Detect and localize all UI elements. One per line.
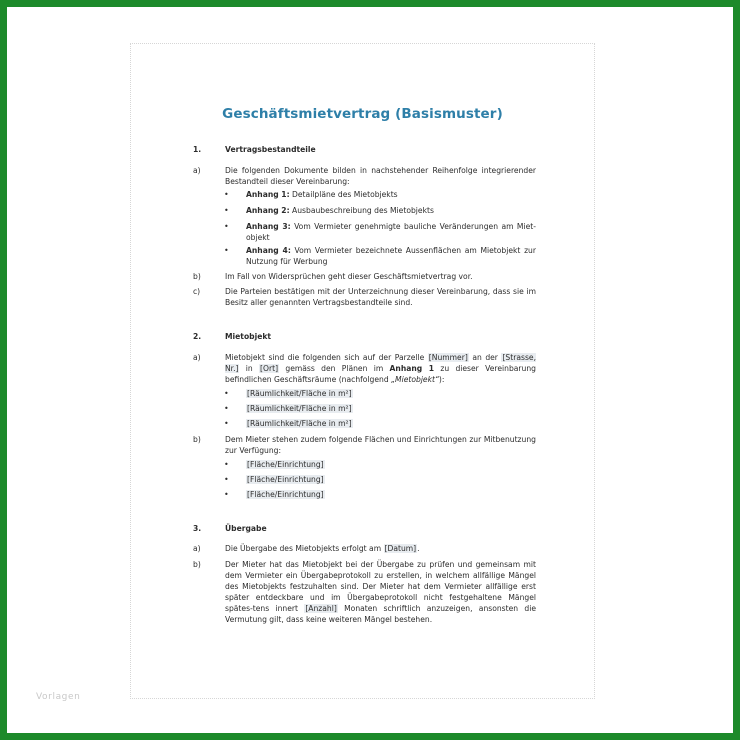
bullet-icon: • xyxy=(224,222,229,231)
s1-item-3: Anhang 3: Vom Vermieter genehmigte bauliche Veränderungen am Miet-objekt xyxy=(246,222,536,242)
s1-item-4: Anhang 4: Vom Vermieter bezeichnete Aussenflächen am Mietobjekt zur Nutzung für Werbung xyxy=(246,246,536,266)
section-3-heading: Übergabe xyxy=(225,524,267,533)
s2-b-text: Dem Mieter stehen zudem folgende Flächen und Einrichtungen zur Mitbenutzung zur Verfügung: xyxy=(225,435,536,455)
s3-a-label: a) xyxy=(193,544,201,553)
section-1-heading: Vertragsbestandteile xyxy=(225,145,316,154)
s2-a-item-3: [Räumlichkeit/Fläche in m²] xyxy=(247,419,352,428)
bullet-icon: • xyxy=(224,190,229,199)
s2-b-item-2: [Fläche/Einrichtung] xyxy=(247,475,324,484)
s1-item-2: Anhang 2: Ausbaubeschreibung des Mietobjekts xyxy=(246,206,434,215)
section-2-heading: Mietobjekt xyxy=(225,332,272,341)
bullet-icon: • xyxy=(224,460,229,469)
s1-c-text: Die Parteien bestätigen mit der Unterzeichnung dieser Vereinbarung, dass sie im Besitz aller genannten Vertragsbestandteile sind. xyxy=(225,287,536,307)
s3-b-text: Der Mieter hat das Mietobjekt bei der Übergabe zu prüfen und gemeinsam mit dem Vermieter ein Übergabeprotokoll zu erstellen, in welchem allfällige Mängel des Mietobjekts festzuhalten sind. Der Mieter hat dem Vermieter allfällige erst später entdeckbare und im Übergabeprotokoll nicht festgehaltene Mängel spätes-tens innert [Anzahl] Monaten schriftlich anzuzeigen, ansonsten die Vermutung gilt, dass keine weiteren Mängel bestehen. xyxy=(225,560,537,624)
bullet-icon: • xyxy=(224,246,229,255)
s2-b-item-1: [Fläche/Einrichtung] xyxy=(247,460,324,469)
bullet-icon: • xyxy=(224,206,229,215)
s2-b-label: b) xyxy=(193,435,201,444)
s2-a-text: Mietobjekt sind die folgenden sich auf der Parzelle [Nummer] an der [Strasse, Nr.] in [Ort] gemäss den Plänen im Anhang 1 zu dieser Vereinbarung befindlichen Geschäftsräume (nachfolgend „Mietobjekt“): xyxy=(225,353,536,384)
s1-item-1: Anhang 1: Detailpläne des Mietobjekts xyxy=(246,190,398,199)
document-page xyxy=(130,43,595,699)
s1-a-text: Die folgenden Dokumente bilden in nachstehender Reihenfolge integrierender Bestandteil dieser Vereinbarung: xyxy=(225,166,536,186)
s1-c-label: c) xyxy=(193,287,201,296)
s2-a-item-2: [Räumlichkeit/Fläche in m²] xyxy=(247,404,352,413)
s2-a-label: a) xyxy=(193,353,201,362)
s2-a-item-1: [Räumlichkeit/Fläche in m²] xyxy=(247,389,352,398)
s1-b-text: Im Fall von Widersprüchen geht dieser Geschäftsmietvertrag vor. xyxy=(225,272,473,281)
s1-b-label: b) xyxy=(193,272,201,281)
section-2-number: 2. xyxy=(193,332,202,341)
bullet-icon: • xyxy=(224,475,229,484)
bullet-icon: • xyxy=(224,490,229,499)
footer-watermark: Vorlagen xyxy=(36,692,81,702)
bullet-icon: • xyxy=(224,404,229,413)
s3-b-label: b) xyxy=(193,560,201,569)
bullet-icon: • xyxy=(224,419,229,428)
document-title: Geschäftsmietvertrag (Basismuster) xyxy=(222,106,503,122)
s1-a-label: a) xyxy=(193,166,201,175)
s2-b-item-3: [Fläche/Einrichtung] xyxy=(247,490,324,499)
bullet-icon: • xyxy=(224,389,229,398)
section-1-number: 1. xyxy=(193,145,202,154)
section-3-number: 3. xyxy=(193,524,202,533)
s3-a-text: Die Übergabe des Mietobjekts erfolgt am [Datum]. xyxy=(225,544,420,553)
